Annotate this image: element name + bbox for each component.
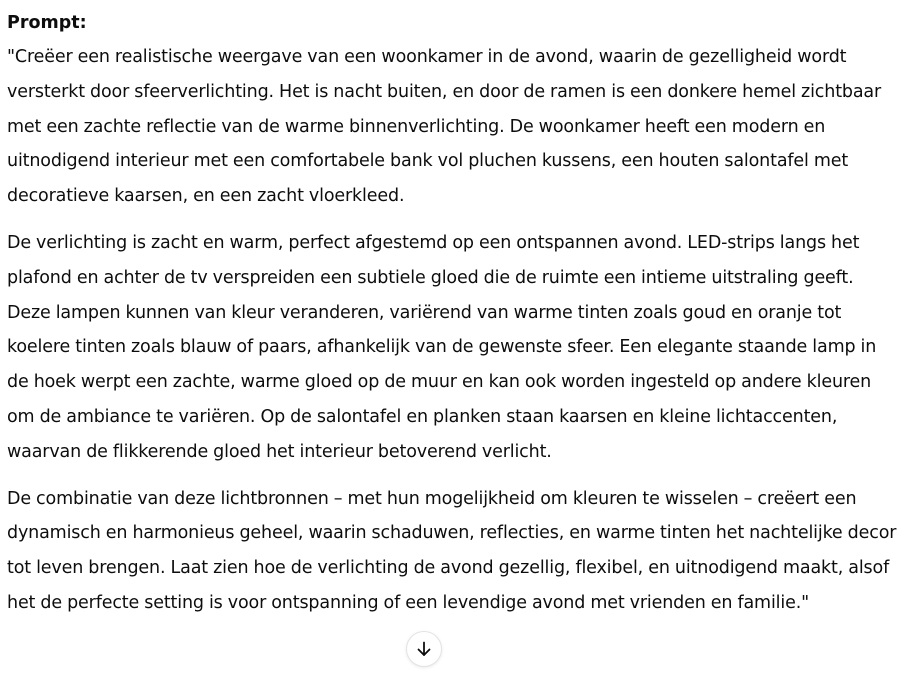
arrow-down-icon	[415, 640, 433, 658]
prompt-paragraph-1: "Creëer een realistische weergave van een woonkamer in de avond, waarin de gezelligheid wordt versterkt door sfeerverlichting. Het is nacht buiten, en door de ramen is een donkere hemel zichtbaar met een zachte reflectie van de warme binnenverlichting. De woonkamer heeft een modern en uitnodigend interieur met een comfortabele bank vol pluchen kussens, een houten salontafel met decoratieve kaarsen, en een zacht vloerkleed.	[7, 47, 882, 207]
scroll-to-bottom-button[interactable]	[406, 631, 442, 667]
prompt-label: Prompt:	[7, 13, 87, 33]
message-content	[7, 10, 902, 633]
prompt-paragraph-2: De verlichting is zacht en warm, perfect afgestemd op een ontspannen avond. LED-strips langs het plafond en achter de tv verspreiden een subtiele gloed die de ruimte een intieme uitstraling geeft. Deze lampen kunnen van kleur veranderen, variërend van warme tinten zoals goud en oranje tot koelere tinten zoals blauw of paars, afhankelijk van de gewenste sfeer. Een elegante staande lamp in de hoek werpt een zachte, warme gloed op de muur en kan ook worden ingesteld op andere kleuren om de ambiance te variëren. Op de salontafel en planken staan kaarsen en kleine lichtaccenten, waarvan de flikkerende gloed het interieur betoverend verlicht.	[7, 232, 877, 462]
prompt-paragraph-3: De combinatie van deze lichtbronnen – met hun mogelijkheid om kleuren te wisselen – creëert een dynamisch en harmonieus geheel, waarin schaduwen, reflecties, en warme tinten het nachtelijke decor tot leven brengen. Laat zien hoe de verlichting de avond gezellig, flexibel, en uitnodigend maakt, alsof het de perfecte setting is voor ontspanning of een levendige avond met vrienden en familie."	[7, 488, 897, 613]
